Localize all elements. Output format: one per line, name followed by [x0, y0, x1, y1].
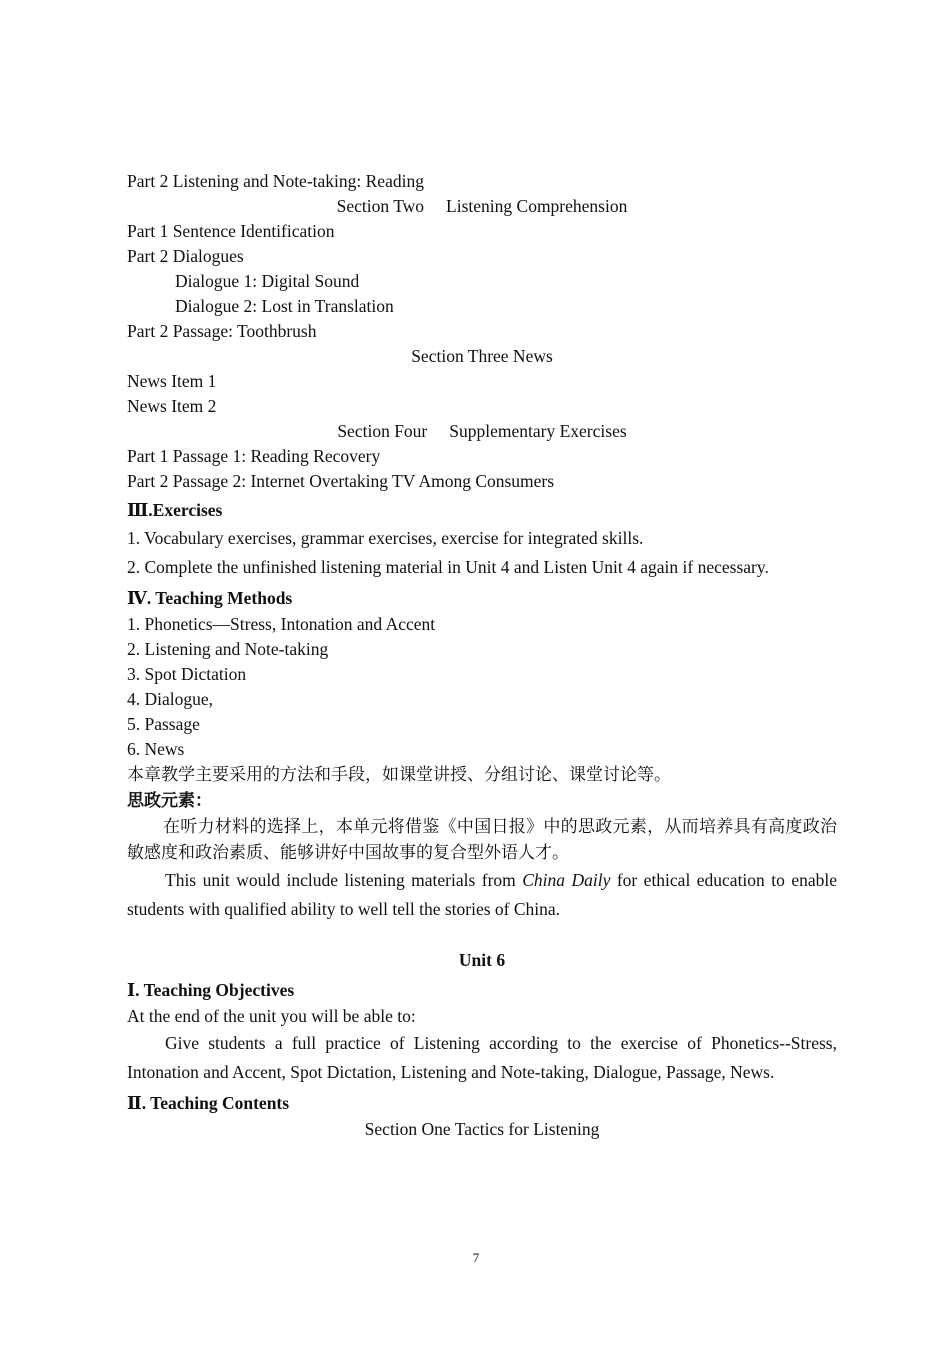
section-four-heading [127, 419, 837, 444]
section-two-label: Section Two [336, 196, 425, 216]
method-item-4: 4. Dialogue, [127, 689, 214, 709]
part-dialogues: Part 2 Dialogues [127, 246, 244, 266]
document-body [127, 169, 837, 1142]
exercise-item-1: 1. Vocabulary exercises, grammar exercises, exercise for integrated skills. [127, 528, 644, 548]
methods-cjk-line: 本章教学主要采用的方法和手段，如课堂讲授、分组讨论、课堂讨论等。 [127, 765, 671, 785]
objectives-paragraph: Give students a full practice of Listening according to the exercise of Phonetics--Stress, Intonation and Accent, Spot Dictation, Listening and Note-taking, Dialogue, Passage, News. [127, 1033, 837, 1082]
method-item-1: 1. Phonetics—Stress, Intonation and Accent [127, 614, 436, 634]
section-four-label: Section Four [337, 421, 428, 441]
exercises-heading: Ⅲ.Exercises [127, 500, 223, 520]
section-two-title: Listening Comprehension [446, 196, 628, 216]
method-item-2: 2. Listening and Note-taking [127, 639, 329, 659]
ideology-en-after: for ethical education to enable students with qualified ability to well tell the stories of China. [127, 870, 837, 919]
dialogue-2: Dialogue 2: Lost in Translation [175, 296, 394, 316]
part-passage: Part 2 Passage: Toothbrush [127, 321, 317, 341]
section-three-heading: Section Three News [411, 346, 553, 366]
part-sentence-identification: Part 1 Sentence Identification [127, 221, 335, 241]
section-two-heading [127, 194, 837, 219]
part-passage-2: Part 2 Passage 2: Internet Overtaking TV Among Consumers [127, 471, 555, 491]
news-item-2: News Item 2 [127, 396, 217, 416]
dialogue-1: Dialogue 1: Digital Sound [175, 271, 360, 291]
ideology-en-before: This unit would include listening materials from [165, 870, 523, 890]
method-item-6: 6. News [127, 739, 185, 759]
news-item-1: News Item 1 [127, 371, 217, 391]
page-number: 7 [472, 1250, 480, 1265]
china-daily-title: China Daily [522, 870, 611, 890]
section-one-heading: Section One Tactics for Listening [364, 1119, 600, 1139]
exercise-item-2: 2. Complete the unfinished listening material in Unit 4 and Listen Unit 4 again if necessary. [127, 557, 769, 577]
objectives-heading: Ⅰ. Teaching Objectives [127, 980, 295, 1000]
contents-heading: Ⅱ. Teaching Contents [127, 1093, 290, 1113]
ideology-en-paragraph [127, 866, 837, 924]
objectives-intro: At the end of the unit you will be able to: [127, 1006, 416, 1026]
ideology-cjk-paragraph: 在听力材料的选择上，本单元将借鉴《中国日报》中的思政元素，从而培养具有高度政治敏感度和政治素质、能够讲好中国故事的复合型外语人才。 [127, 817, 837, 863]
method-item-5: 5. Passage [127, 714, 200, 734]
section-four-title: Supplementary Exercises [449, 421, 627, 441]
part-passage-1: Part 1 Passage 1: Reading Recovery [127, 446, 381, 466]
ideology-heading: 思政元素： [127, 791, 212, 811]
part-listening-notetaking: Part 2 Listening and Note-taking: Reading [127, 171, 424, 191]
unit-title: Unit 6 [458, 950, 506, 970]
method-item-3: 3. Spot Dictation [127, 664, 247, 684]
methods-heading: Ⅳ. Teaching Methods [127, 588, 293, 608]
